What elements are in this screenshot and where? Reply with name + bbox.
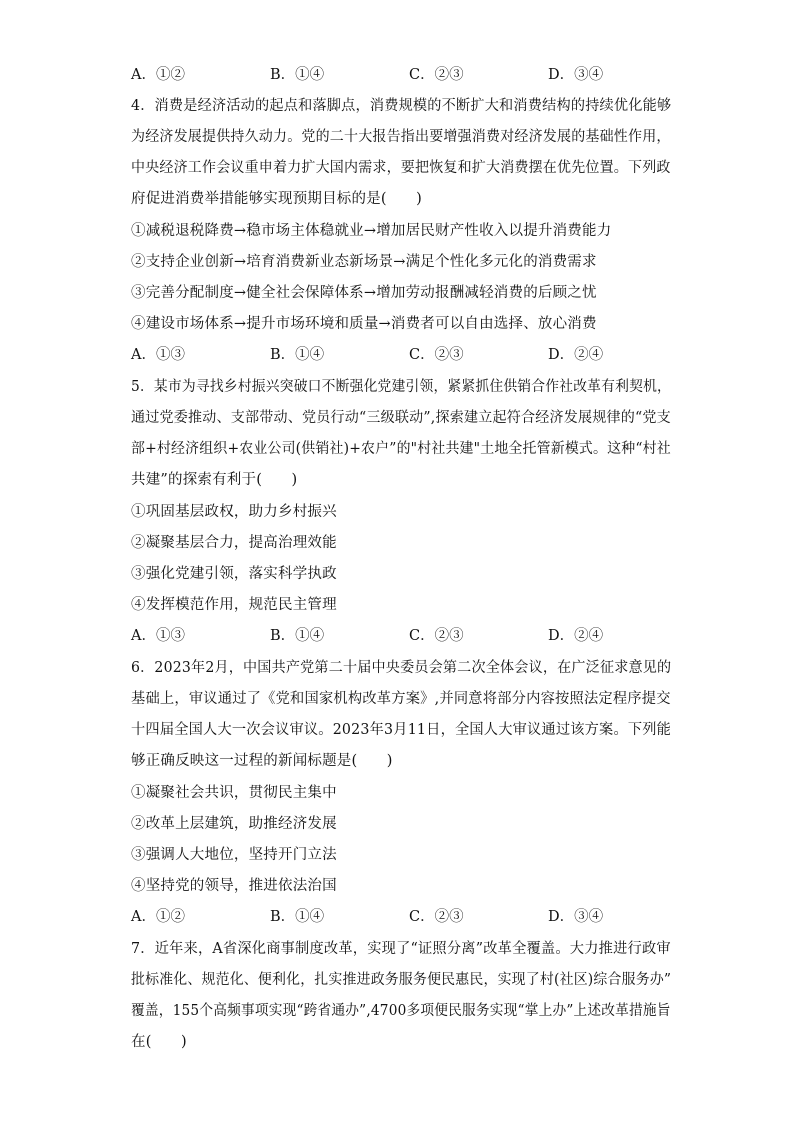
q5-stem-line: 通过党委推动、支部带动、党员行动“三级联动”,探索建立起符合经济发展规律的“党支 xyxy=(131,410,671,426)
q6-stem-line: 够正确反映这一过程的新闻标题是( ) xyxy=(131,753,393,769)
q5-stem-line: 5．某市为寻找乡村振兴突破口不断强化党建引领，紧紧抓住供销合作社改革有利契机， xyxy=(131,379,672,395)
q6-stem-line: 6．2023年2月，中国共产党第二十届中央委员会第二次全体会议，在广泛征求意见的 xyxy=(131,660,672,676)
q6-item-2: ②改革上层建筑，助推经济发展 xyxy=(131,816,337,832)
q6-item-4: ④坚持党的领导，推进依法治国 xyxy=(131,878,337,894)
q5-item-2: ②凝聚基层合力，提高治理效能 xyxy=(131,535,337,551)
q4-item-4: ④建设市场体系→提升市场环境和质量→消费者可以自由选择、放心消费 xyxy=(131,316,597,332)
q5-stem-line: 部+村经济组织+农业公司(供销社)+农户”的"村社共建"土地全托管新模式。这种“村社 xyxy=(131,441,671,457)
option-b[interactable]: B．①④ xyxy=(270,628,325,644)
q6-stem-line: 十四届全国人大一次会议审议。2023年3月11日，全国人大审议通过该方案。下列能 xyxy=(131,722,672,738)
q5-options xyxy=(131,626,671,646)
q5-item-1: ①巩固基层政权，助力乡村振兴 xyxy=(131,504,337,520)
q7-stem-line: 覆盖，155个高频事项实现“跨省通办”,4700多项便民服务实现“掌上办”上述改革措施旨 xyxy=(131,1003,671,1019)
q6-stem-line: 基础上，审议通过了《党和国家机构改革方案》,并同意将部分内容按照法定程序提交 xyxy=(131,691,671,707)
q4-item-2: ②支持企业创新→培育消费新业态新场景→满足个性化多元化的消费需求 xyxy=(131,254,597,270)
option-c[interactable]: C．②③ xyxy=(409,347,464,363)
q4-stem-line: 中央经济工作会议重申着力扩大国内需求，要把恢复和扩大消费摆在优先位置。下列政 xyxy=(131,160,671,176)
option-a[interactable]: A．①② xyxy=(131,909,185,925)
q6-item-1: ①凝聚社会共识，贯彻民主集中 xyxy=(131,785,337,801)
question-6 xyxy=(131,658,671,918)
q7-stem-line: 批标准化、规范化、便利化，扎实推进政务服务便民惠民，实现了村(社区)综合服务办” xyxy=(131,972,672,988)
q6-options xyxy=(131,907,671,927)
q5-stem-line: 共建”的探索有利于( ) xyxy=(131,472,298,488)
q3-options xyxy=(131,65,671,85)
q6-item-3: ③强调人大地位，坚持开门立法 xyxy=(131,847,337,863)
option-d[interactable]: D．③④ xyxy=(548,909,604,925)
option-d[interactable]: D．②④ xyxy=(548,347,604,363)
q4-options xyxy=(131,345,671,365)
question-7 xyxy=(131,939,671,1059)
option-a[interactable]: A．①③ xyxy=(131,347,185,363)
q4-item-3: ③完善分配制度→健全社会保障体系→增加劳动报酬减轻消费的后顾之忧 xyxy=(131,285,597,301)
q4-stem-line: 为经济发展提供持久动力。党的二十大报告指出要增强消费对经济发展的基础性作用， xyxy=(131,129,671,145)
q4-stem-line: 府促进消费举措能够实现预期目标的是( ) xyxy=(131,191,423,207)
q7-stem-line: 在( ) xyxy=(131,1034,187,1050)
option-b[interactable]: B．①④ xyxy=(270,347,325,363)
q5-item-3: ③强化党建引领，落实科学执政 xyxy=(131,566,337,582)
option-a[interactable]: A．①② xyxy=(131,67,185,83)
option-d[interactable]: D．③④ xyxy=(548,67,604,83)
option-c[interactable]: C．②③ xyxy=(409,628,464,644)
q4-stem-line: 4．消费是经济活动的起点和落脚点，消费规模的不断扩大和消费结构的持续优化能够 xyxy=(131,98,672,114)
option-c[interactable]: C．②③ xyxy=(409,67,464,83)
option-d[interactable]: D．②④ xyxy=(548,628,604,644)
option-b[interactable]: B．①④ xyxy=(270,67,325,83)
q4-item-1: ①减税退税降费→稳市场主体稳就业→增加居民财产性收入以提升消费能力 xyxy=(131,223,612,239)
q5-item-4: ④发挥模范作用，规范民主管理 xyxy=(131,597,337,613)
option-a[interactable]: A．①③ xyxy=(131,628,185,644)
question-5 xyxy=(131,377,671,637)
option-b[interactable]: B．①④ xyxy=(270,909,325,925)
option-c[interactable]: C．②③ xyxy=(409,909,464,925)
question-4 xyxy=(131,96,671,366)
q7-stem-line: 7．近年来，A省深化商事制度改革，实现了“证照分离”改革全覆盖。大力推进行政审 xyxy=(131,941,671,957)
